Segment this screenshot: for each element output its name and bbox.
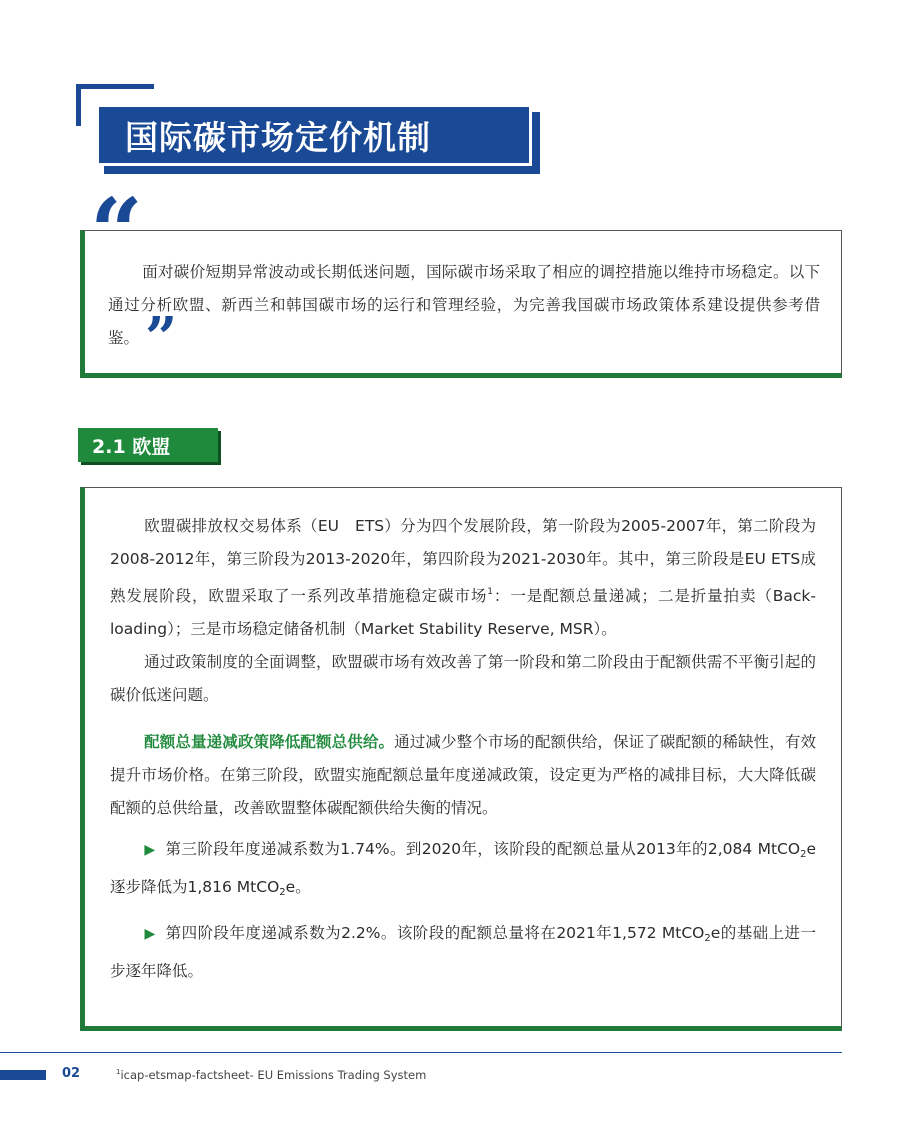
paragraph-2: 通过政策制度的全面调整，欧盟碳市场有效改善了第一阶段和第二阶段由于配额供需不平衡引起的碳价低迷问题。 xyxy=(110,653,816,704)
page-title: 国际碳市场定价机制 xyxy=(96,104,532,166)
open-quote-icon: “ xyxy=(90,178,135,286)
footnote-ref: 1 xyxy=(487,587,494,597)
intro-quote-text xyxy=(108,256,820,371)
intro-text: 面对碳价短期异常波动或长期低迷问题，国际碳市场采取了相应的调控措施以维持市场稳定。以下通过分析欧盟、新西兰和韩国碳市场的运行和管理经验，为完善我国碳市场政策体系建设提供参考借鉴。 xyxy=(108,263,820,347)
section-heading: 2.1 欧盟 xyxy=(78,428,218,462)
footer-divider xyxy=(0,1052,842,1053)
paragraph-3: 配额总量递减政策降低配额总供给。通过减少整个市场的配额供给，保证了碳配额的稀缺性，有效提升市场价格。在第三阶段，欧盟实施配额总量年度递减政策，设定更为严格的减排目标，大大降低碳配额的总供给量，改善欧盟整体碳配额供给失衡的情况。 xyxy=(110,733,816,817)
close-quote-icon: ” xyxy=(145,305,174,371)
highlight-heading: 配额总量递减政策降低配额总供给。 xyxy=(144,733,395,751)
page-number: 02 xyxy=(62,1066,81,1081)
main-content-text xyxy=(110,510,816,988)
footer-bar-decoration xyxy=(0,1070,46,1080)
footnote-text: icap-etsmap-factsheet- EU Emissions Trading System xyxy=(120,1068,427,1082)
triangle-bullet-icon: ▶ xyxy=(144,926,156,942)
triangle-bullet-icon: ▶ xyxy=(144,842,156,858)
bullet-item-2: ▶ 第四阶段年度递减系数为2.2%。该阶段的配额总量将在2021年1,572 MtCO$_2$e的基础上进一步逐年降低。 xyxy=(110,924,816,980)
footnote-mark: 1 xyxy=(116,1068,121,1076)
footnote xyxy=(116,1068,426,1082)
bullet-item-1: ▶ 第三阶段年度递减系数为1.74%。到2020年，该阶段的配额总量从2013年的2,084 MtCO$_2$e逐步降低为1,816 MtCO$_2$e。 xyxy=(110,840,816,898)
paragraph-1: 欧盟碳排放权交易体系（EU ETS）分为四个发展阶段，第一阶段为2005-2007年，第二阶段为2008-2012年，第三阶段为2013-2020年，第四阶段为2021-2030年。其中，第三阶段是EU ETS成熟发展阶段，欧盟采取了一系列改革措施稳定碳市场$^1$：一是配额总量递减；二是折量拍卖（Back-loading）；三是市场稳定储备机制（Market Stability Reserve, MSR）。 xyxy=(110,517,816,638)
